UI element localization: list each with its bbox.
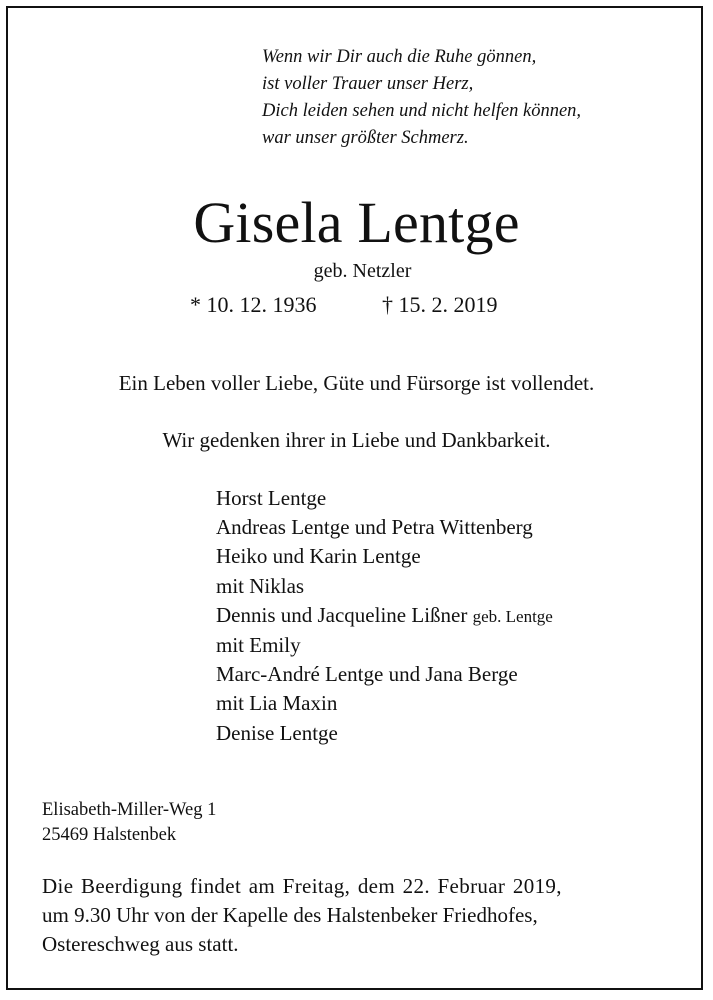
mourner-entry: mit Lia Maxin	[216, 691, 338, 716]
mourners-list	[216, 484, 553, 748]
death-date: † 15. 2. 2019	[382, 292, 498, 317]
mourner-entry: mit Niklas	[216, 573, 305, 598]
birth-date: * 10. 12. 1936	[190, 292, 317, 317]
poem-line: Wenn wir Dir auch die Ruhe gönnen,	[262, 47, 537, 67]
poem	[262, 44, 581, 152]
address-street: Elisabeth-Miller-Weg 1	[42, 800, 217, 820]
life-statement: Ein Leben voller Liebe, Güte und Fürsorge ist vollendet.	[118, 371, 595, 395]
mourner-entry: Andreas Lentge und Petra Wittenberg	[216, 515, 533, 540]
remembrance-statement: Wir gedenken ihrer in Liebe und Dankbarkeit.	[162, 428, 551, 452]
funeral-line: um 9.30 Uhr von der Kapelle des Halstenbeker Friedhofes,	[42, 903, 538, 927]
mourner-name: Dennis und Jacqueline Lißner	[216, 602, 468, 627]
mourner-entry: mit Emily	[216, 633, 301, 658]
poem-line: ist voller Trauer unser Herz,	[262, 74, 474, 94]
funeral-info	[42, 872, 562, 959]
poem-line: war unser größter Schmerz.	[262, 128, 469, 148]
mourner-entry: Marc-André Lentge und Jana Berge	[216, 662, 518, 687]
poem-line: Dich leiden sehen und nicht helfen können,	[262, 101, 582, 121]
mourner-entry: Horst Lentge	[216, 486, 327, 510]
funeral-line: Die Beerdigung findet am Freitag, dem 22. Februar 2019,	[42, 874, 562, 898]
deceased-name: Gisela Lentge	[193, 190, 520, 255]
address-city: 25469 Halstenbek	[42, 825, 177, 845]
mourner-entry: Heiko und Karin Lentge	[216, 544, 421, 569]
mourner-birth-name: geb. Lentge	[472, 606, 553, 626]
mourner-entry	[216, 601, 553, 631]
funeral-line: Ostereschweg aus statt.	[42, 932, 239, 956]
mourner-entry: Denise Lentge	[216, 720, 338, 745]
birth-name: geb. Netzler	[313, 260, 412, 282]
address-block	[42, 798, 216, 848]
